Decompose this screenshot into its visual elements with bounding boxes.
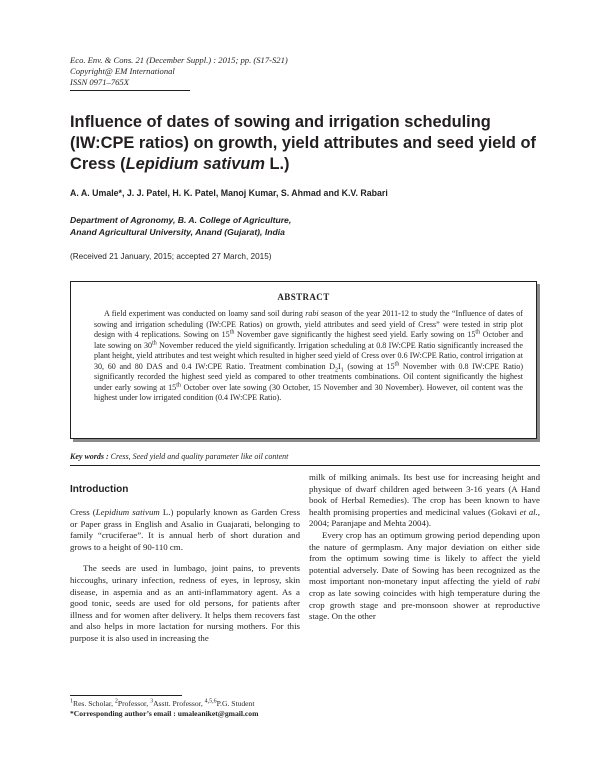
keywords-text: Cress, Seed yield and quality parameter like oil content (108, 452, 289, 461)
intro-paragraph-1: Cress (Lepidium sativum L.) popularly known as Garden Cress or Paper grass in English and Asalio in Guajarati, belonging to family “cruciferae”. It is annual herb of short duration and grows to a height of 90-110 cm. (70, 507, 301, 552)
title-species: Lepidium sativum (125, 155, 265, 173)
affiliation-line-1: Department of Agronomy, B. A. College of Agriculture, (70, 215, 292, 225)
received-dates: (Received 21 January, 2015; accepted 27 March, 2015) (70, 252, 272, 261)
footnote-roles: $^1$Res. Scholar, $^2$Professor, $^3$Asstt. Professor, $^{4,5,6}$P.G. Student (70, 698, 255, 708)
keywords-rule (70, 465, 540, 466)
footnotes (70, 699, 258, 718)
intro-paragraph-4: Every crop has an optimum growing period depending upon the nature of germplasm. Any major deviation on either side from the optimum sowing time is likely to affect the yield potential adversely. Date of Sowing has been recognized as the most important non-monetary input affecting the yield of rabi crop as late sowing coincides with high temperature during the crop growth stage and pre-monsoon shower at reproductive stage. On the other (309, 529, 540, 622)
issn-line: ISSN 0971–765X (70, 77, 129, 87)
copyright-line: Copyright@ EM International (70, 66, 175, 76)
intro-paragraph-2: The seeds are used in lumbago, joint pains, to prevents hiccoughs, urinary infection, redness of eyes, in leprosy, skin disease, in aspemia and as an anti-inflammatory agent. As a good tonic, seeds are used for old persons, for patients after illness and for women after delivery. It helps them recovers fast and also helps in more lactation for nursing mothers. For this purpose it is also used in increasing the (70, 563, 300, 643)
abstract-heading: ABSTRACT (277, 292, 330, 302)
keywords-label: Key words : (70, 452, 109, 461)
keywords (70, 452, 288, 461)
journal-header (70, 55, 350, 88)
header-rule (70, 90, 190, 91)
footnote-rule (70, 695, 182, 696)
title-text-2: L.) (264, 155, 290, 173)
right-column (309, 472, 540, 623)
paper-title (70, 112, 540, 175)
title-text-1: Influence of dates of sowing and irrigation scheduling (IW:CPE ratios) on growth, yield attributes and seed yield of Cress ( (70, 113, 536, 173)
affiliation (70, 214, 540, 238)
author-list: A. A. Umale*, J. J. Patel, H. K. Patel, Manoj Kumar, S. Ahmad and K.V. Rabari (70, 188, 388, 198)
corresponding-author-email: *Corresponding author’s email : umaleaniket@gmail.com (70, 708, 259, 718)
abstract-box (70, 281, 537, 439)
intro-paragraph-3: milk of milking animals. Its best use for increasing height and physique of dwarf children aged between 3-16 years (A Hand book of Herbal Remedies). The crop has been known to have health promising properties and medicinal values (Gokavi et al., 2004; Paranjape and Mehta 2004). (309, 472, 541, 529)
left-column (70, 507, 300, 645)
affiliation-line-2: Anand Agricultural University, Anand (Gujarat), India (70, 227, 285, 237)
journal-citation: Eco. Env. & Cons. 21 (December Suppl.) : 2015; pp. (S17-S21) (70, 55, 288, 65)
abstract-body: A field experiment was conducted on loamy sand soil during rabi season of the year 2011-12 to study the “Influence of dates of sowing and irrigation scheduling (IW:CPE Ratios) on growth, yield attributes and seed yield of Cress” were tested in strip plot design with 4 replications. Sowing on 15th November gave significantly the highest seed yield. Early sowing on 15th October and late sowing on 30th November reduced the yield significantly. Irrigation scheduling at 0.8 IW:CPE Ratio significantly increased the plant height, yield attributes and test weight which resulted in higher seed yield of Cress over 0.6 IW:CPE Ratio, control irrigation at 30, 60 and 80 DAS and 0.4 IW:CPE Ratio. Treatment combination $D_2I_1$ (sowing at 15th November with 0.8 IW:CPE Ratio) significantly recorded the highest seed yield as compared to other treatments combinations. Oil content significantly the highest under early sowing at 15th October over late sowing (30 October, 15 November and 30 November). However, oil content was the highest under low irrigated condition (0.4 IW:CPE Ratio). (94, 309, 523, 402)
section-heading-introduction: Introduction (70, 484, 129, 495)
